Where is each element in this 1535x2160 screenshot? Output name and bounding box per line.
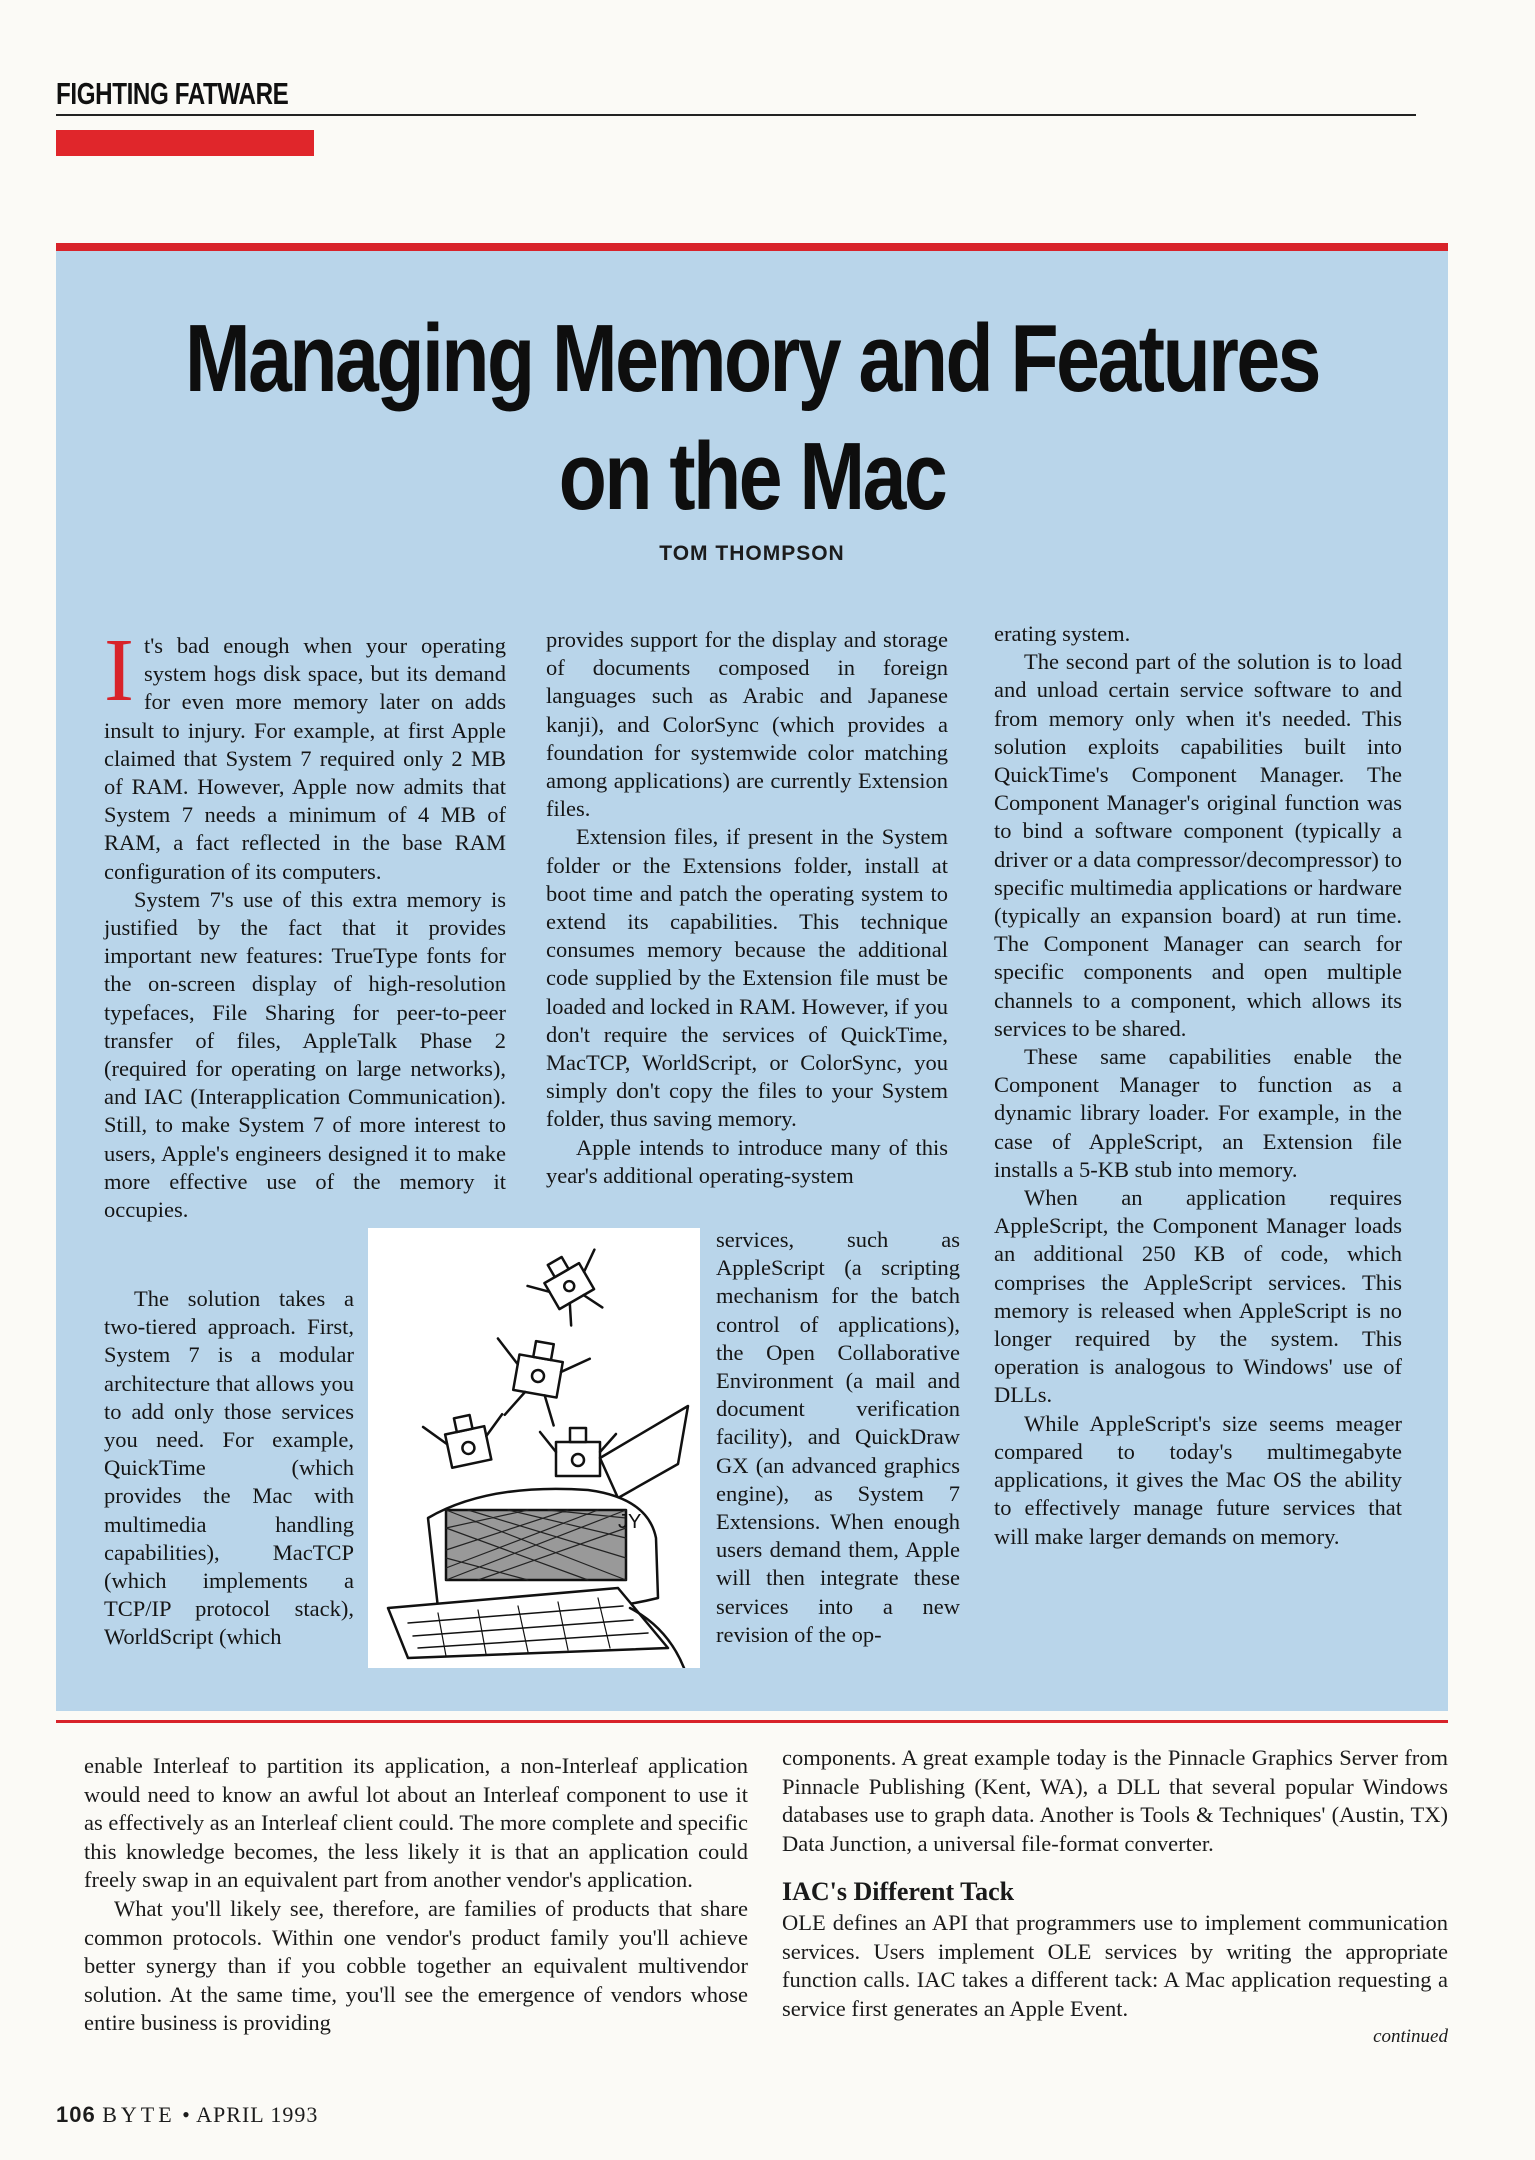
page-footer <box>56 2102 318 2128</box>
illustrator-signature: JY <box>618 1511 642 1533</box>
paragraph: Apple intends to introduce many of this year's additional operating-system <box>546 1134 948 1188</box>
paragraph: These same capabilities enable the Component Manager to function as a dynamic library loader. For example, in the case of AppleScript, an Extension file installs a 5-KB stub into memory. <box>994 1044 1402 1182</box>
paragraph: Extension files, if present in the System folder or the Extensions folder, install at boot time and patch the operating system to extend its capabilities. This technique consumes memory because the additional code supplied by the Extension file must be loaded and locked in RAM. However, if you don't require the services of QuickTime, MacTCP, WorldScript, or ColorSync, you simply don't copy the files to your System folder, thus saving memory. <box>546 824 948 1132</box>
paragraph: provides support for the display and storage of documents composed in foreign languages such as Arabic and Japanese kanji), and ColorSync (which provides a foundation for systemwide color matching among applications) are currently Extension files. <box>546 627 948 822</box>
section-color-bar <box>56 130 314 156</box>
drop-cap: I <box>104 621 134 720</box>
continued-label: continued <box>1373 2026 1448 2048</box>
paragraph: The second part of the solution is to load and unload certain service software to and from memory only when it's needed. This solution exploits capabilities built into QuickTime's Component Manager. The Component Manager's original function was to bind a software component (typically a driver or a data compressor/decompressor) to specific multimedia applications or hardware (typically an expansion board) at run time. The Component Manager can search for specific components and open multiple channels to a component, which allows its services to be shared. <box>994 649 1402 1041</box>
paragraph: components. A great example today is the Pinnacle Graphics Server from Pinnacle Publishing (Kent, WA), a DLL that several popular Windows databases use to graph data. Another is Tools & Techniques' (Austin, TX) Data Junction, a universal file-format converter. <box>782 1745 1448 1856</box>
sidebar-top-rule <box>56 243 1448 251</box>
paragraph: t's bad enough when your operating system hogs disk space, but its demand for even more memory later on adds insult to injury. For example, at first Apple claimed that System 7 required only 2 MB of RAM. However, Apple now admits that System 7 needs a minimum of 4 MB of RAM, a fact reflected in the base RAM configuration of its computers. <box>104 633 506 884</box>
byline: TOM THOMPSON <box>659 542 845 565</box>
paragraph: When an application requires AppleScript, the Component Manager loads an additional 250 KB of code, which comprises the AppleScript services. This memory is released when AppleScript is no longer required by the system. This operation is analogous to Windows' use of DLLs. <box>994 1185 1402 1408</box>
paragraph: System 7's use of this extra memory is justified by the fact that it provides important new features: TrueType fonts for the on-screen display of high-resolution typefaces, File Sharing for peer-to-peer transfer of files, AppleTalk Phase 2 (required for operating on large networks), and IAC (Interapplication Communication). Still, to make System 7 of more interest to users, Apple's engineers designed it to make more effective use of the memory it occupies. <box>104 886 506 1223</box>
page-number: 106 <box>56 2102 96 2127</box>
sidebar-column-1 <box>104 621 506 1224</box>
sidebar-column-2-continued <box>716 1226 960 1649</box>
sidebar-column-1-continued <box>104 1285 354 1652</box>
paragraph: What you'll likely see, therefore, are families of products that share common protocols. Within one vendor's product family you'll achieve better synergy than if you cobble together an equivalent multivendor solution. At the same time, you'll see the emergence of vendors whose entire business is providing <box>84 1895 748 2036</box>
headline-line-1: Managing Memory and Features <box>184 305 1320 412</box>
section-rule <box>56 114 1416 116</box>
footer-separator: • <box>182 2102 191 2127</box>
paragraph: services, such as AppleScript (a scripting mechanism for the batch control of applications), the Open Collaborative Environment (a mail and document verification facility), and QuickDraw GX (an advanced graphics engine), as System 7 Extensions. When enough users demand them, Apple will then integrate these services into a new revision of the op- <box>716 1227 960 1647</box>
body-column-right <box>782 1744 1448 2052</box>
paragraph: enable Interleaf to partition its application, a non-Interleaf application would need to know an awful lot about an Interleaf component to use it as effectively as an Interleaf client could. The more complete and specific this knowledge becomes, the less likely it is that an application could freely swap in an equivalent part from another vendor's application. <box>84 1753 748 1893</box>
body-column-left <box>84 1752 748 2038</box>
paragraph: The solution takes a two-tiered approach. First, System 7 is a modular architecture that allows you to add only those services you need. For example, QuickTime (which provides the Mac with multimedia handling capabilities), MacTCP (which implements a TCP/IP protocol stack), WorldScript (which <box>104 1286 354 1650</box>
paragraph: OLE defines an API that programmers use to implement communication services. Users implement OLE services by writing the appropriate function calls. IAC takes a different tack: A Mac application requesting a service first generates an Apple Event. <box>782 1909 1448 2021</box>
magazine-name: BYTE <box>102 2102 176 2127</box>
sidebar-bottom-rule <box>56 1720 1448 1723</box>
paragraph: erating system. <box>994 621 1131 646</box>
sidebar-headline <box>56 300 1448 536</box>
paragraph: While AppleScript's size seems meager compared to today's multimegabyte applications, it gives the Mac OS the ability to effectively manage future services that will make larger demands on memory. <box>994 1410 1402 1549</box>
cartoon-illustration <box>368 1228 700 1668</box>
section-title: FIGHTING FATWARE <box>56 76 289 111</box>
headline-line-2: on the Mac <box>558 423 946 530</box>
sidebar-column-2 <box>546 626 948 1190</box>
sidebar-column-3 <box>994 620 1402 1551</box>
cartoon-drawing <box>368 1228 700 1668</box>
subheading: IAC's Different Tack <box>782 1877 1015 1907</box>
issue-date: APRIL 1993 <box>196 2102 319 2127</box>
